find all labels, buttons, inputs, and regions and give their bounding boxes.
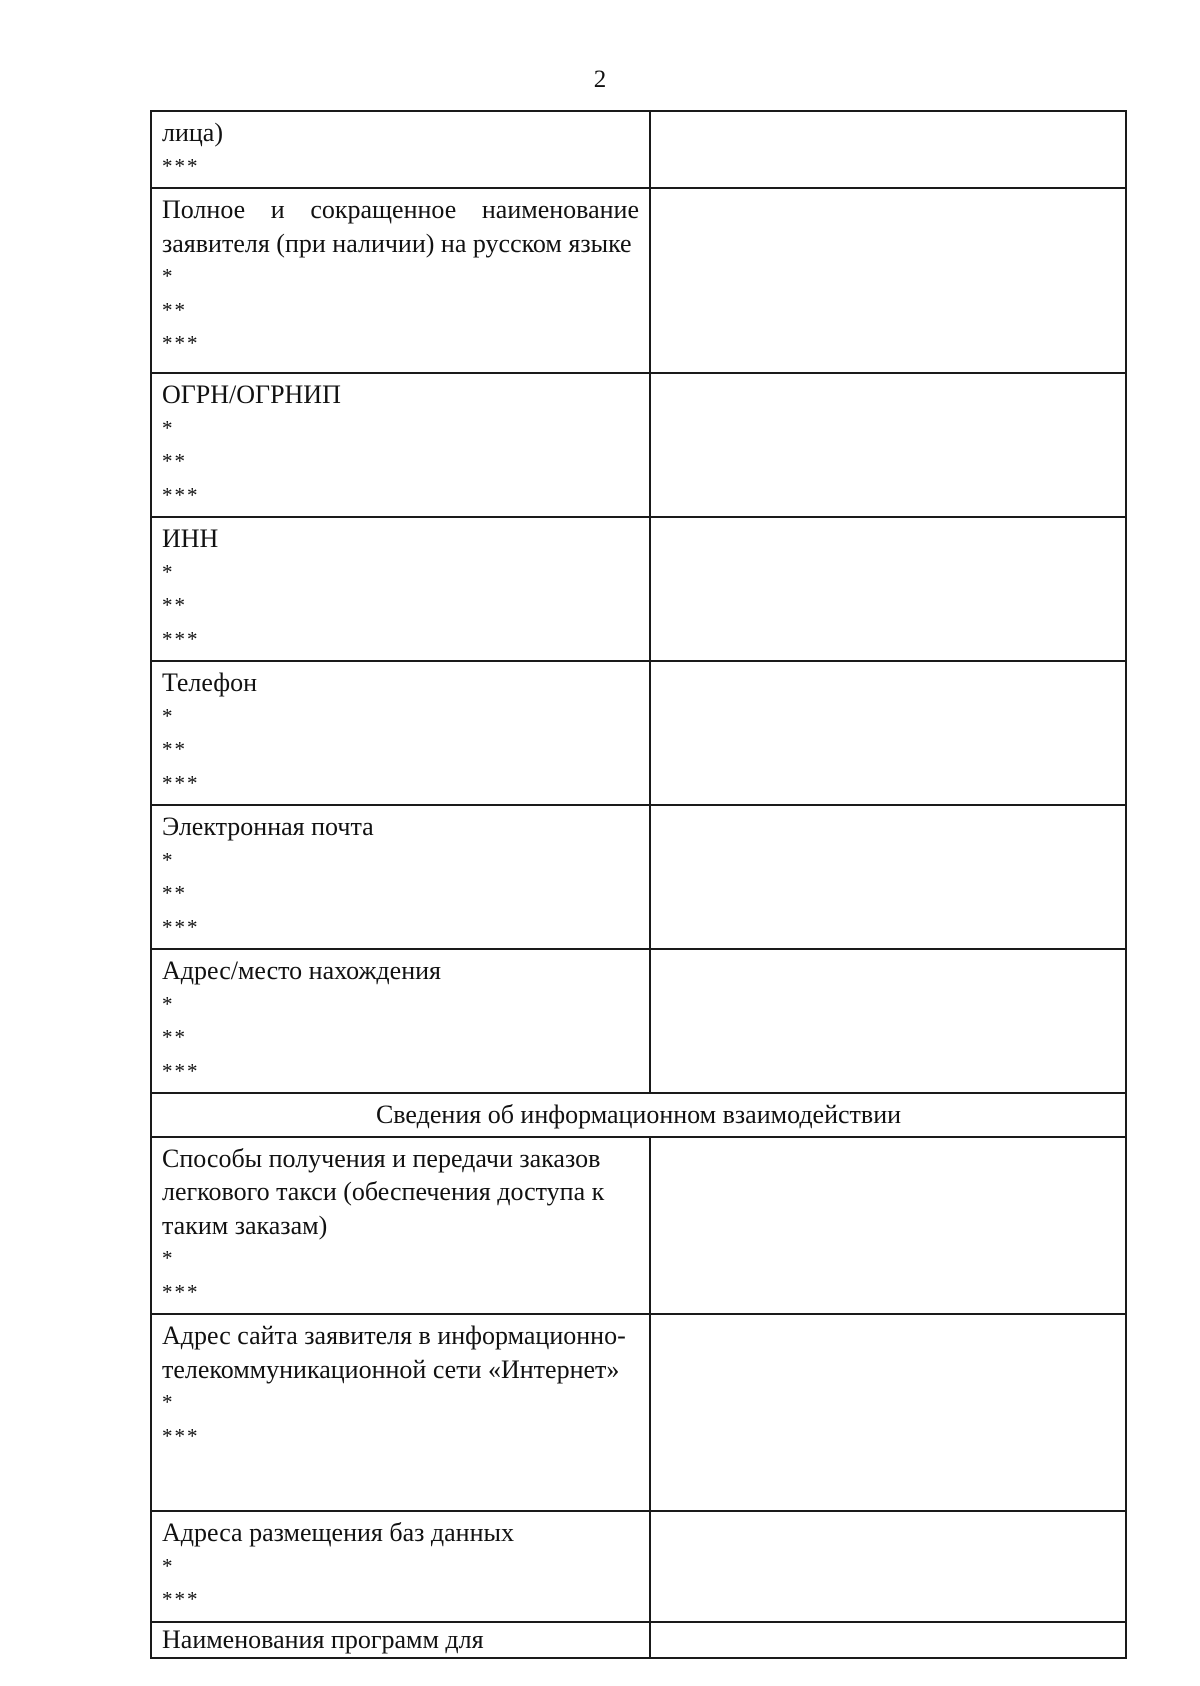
row-label: Телефон xyxy=(162,668,258,697)
row-label-cell xyxy=(151,188,650,373)
row-label: Адреса размещения баз данных xyxy=(162,1518,514,1547)
row-value-cell[interactable] xyxy=(650,188,1126,373)
table-row xyxy=(151,661,1126,805)
row-value-cell[interactable] xyxy=(650,1622,1126,1658)
row-marker: *** xyxy=(162,482,200,507)
row-marker: ** xyxy=(162,593,187,617)
row-marker: * xyxy=(162,1246,175,1270)
row-label: Адрес/место нахождения xyxy=(162,956,441,985)
row-label: Адрес сайта заявителя в информационно-телекоммуникационной сети «Интернет» xyxy=(162,1321,626,1384)
row-label-cell xyxy=(151,805,650,949)
table-row xyxy=(151,1511,1126,1622)
row-marker: ** xyxy=(162,1025,187,1049)
row-value-cell[interactable] xyxy=(650,373,1126,517)
row-label-cell xyxy=(151,1511,650,1622)
row-marker: ** xyxy=(162,737,187,761)
row-label: Электронная почта xyxy=(162,812,374,841)
table-row xyxy=(151,805,1126,949)
table-row xyxy=(151,373,1126,517)
application-form-table xyxy=(150,110,1127,1659)
row-marker: *** xyxy=(162,770,200,795)
table-row xyxy=(151,1622,1126,1658)
row-marker: *** xyxy=(162,153,200,178)
row-value-cell[interactable] xyxy=(650,111,1126,188)
row-marker: * xyxy=(162,991,175,1016)
row-label: лица) xyxy=(162,118,224,147)
row-marker: ** xyxy=(162,449,187,473)
row-marker: * xyxy=(162,1553,175,1578)
row-label: ОГРН/ОГРНИП xyxy=(162,380,341,409)
row-marker: * xyxy=(162,847,175,872)
row-marker: *** xyxy=(162,1423,200,1448)
row-label: Наименования программ для xyxy=(162,1624,484,1654)
row-marker: *** xyxy=(162,331,200,355)
row-label-cell xyxy=(151,661,650,805)
page-number: 2 xyxy=(593,66,607,93)
row-marker: * xyxy=(162,264,175,288)
row-value-cell[interactable] xyxy=(650,1137,1126,1315)
row-label: Способы получения и передачи заказов легкового такси (обеспечения доступа к таким заказам) xyxy=(162,1143,605,1240)
row-marker: * xyxy=(162,703,175,728)
row-marker: *** xyxy=(162,1587,200,1611)
table-row xyxy=(151,1314,1126,1511)
table-row xyxy=(151,188,1126,373)
row-value-cell[interactable] xyxy=(650,517,1126,661)
row-label-cell xyxy=(151,111,650,188)
row-marker: ** xyxy=(162,881,187,905)
row-marker: * xyxy=(162,415,175,440)
row-label-cell xyxy=(151,1314,650,1511)
row-label: ИНН xyxy=(162,524,219,553)
table-row xyxy=(151,517,1126,661)
row-marker: * xyxy=(162,559,175,584)
row-label: Полное и сокращенное наименование заявителя (при наличии) на русском языке xyxy=(162,195,639,258)
section-header-row xyxy=(151,1093,1126,1137)
row-label-cell xyxy=(151,1137,650,1315)
row-marker: * xyxy=(162,1390,175,1414)
row-marker: *** xyxy=(162,914,200,939)
row-marker: *** xyxy=(162,1279,200,1304)
row-value-cell[interactable] xyxy=(650,949,1126,1093)
row-marker: *** xyxy=(162,1058,200,1083)
section-header: Сведения об информационном взаимодействии xyxy=(151,1093,1126,1137)
row-label-cell xyxy=(151,517,650,661)
row-label-cell xyxy=(151,1622,650,1658)
row-label-cell xyxy=(151,373,650,517)
table-row xyxy=(151,949,1126,1093)
row-value-cell[interactable] xyxy=(650,661,1126,805)
row-value-cell[interactable] xyxy=(650,805,1126,949)
row-marker: *** xyxy=(162,626,200,651)
row-marker: ** xyxy=(162,297,187,322)
table-row xyxy=(151,1137,1126,1315)
row-value-cell[interactable] xyxy=(650,1511,1126,1622)
row-label-cell xyxy=(151,949,650,1093)
table-row xyxy=(151,111,1126,188)
row-value-cell[interactable] xyxy=(650,1314,1126,1511)
